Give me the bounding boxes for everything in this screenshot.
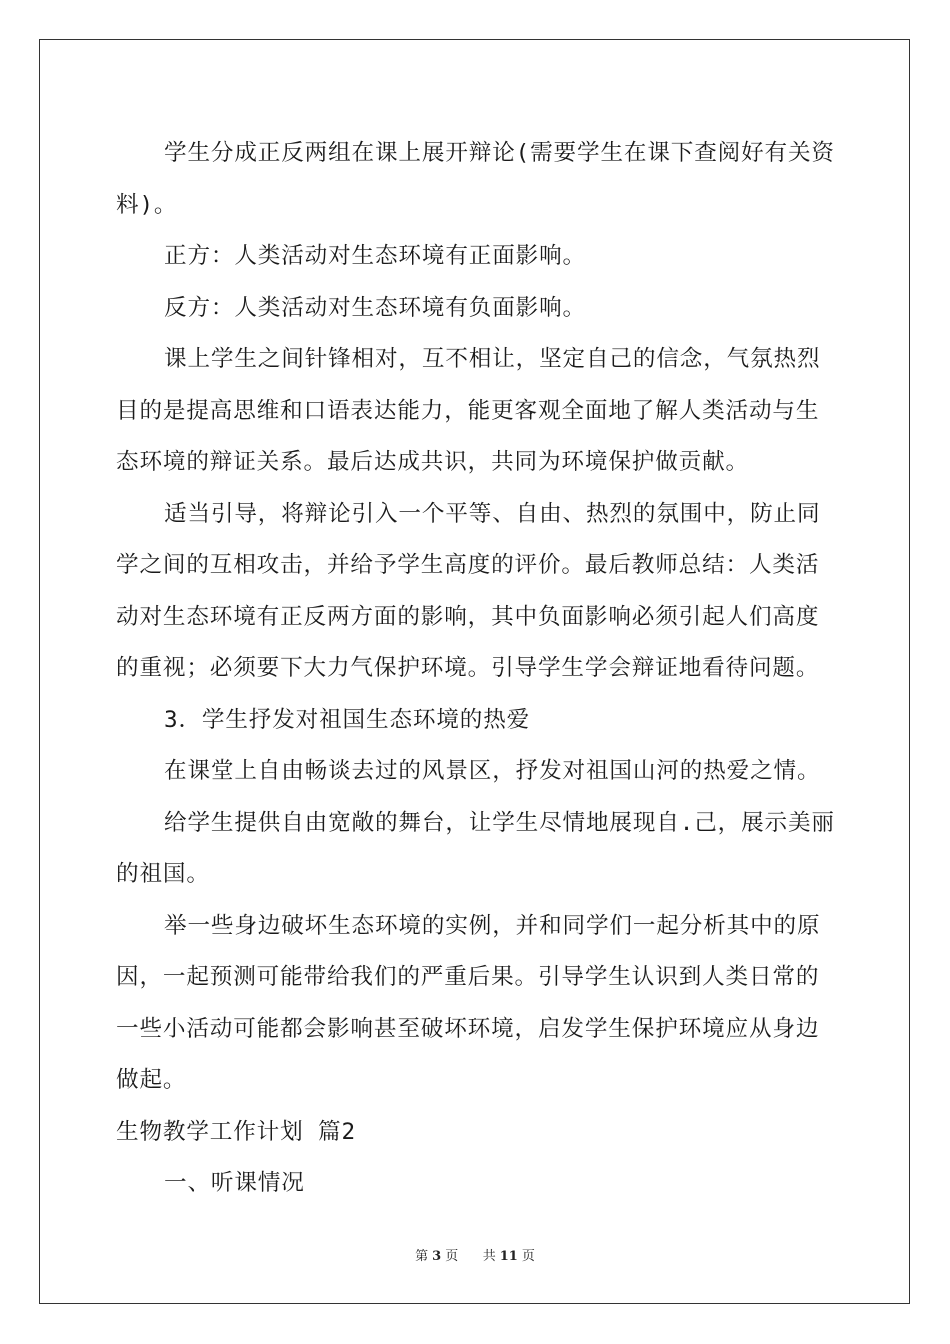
paragraph: 课上学生之间针锋相对，互不相让，坚定自己的信念，气氛热烈目的是提高思维和口语表达能力，能更客观全面地了解人类活动与生态环境的辩证关系。最后达成共识，共同为环境保护做贡献。 <box>116 346 821 475</box>
document-body <box>116 128 840 1210</box>
total-page-number: 11 <box>499 1249 518 1264</box>
section-title: 生物教学工作计划 篇2 <box>116 1118 356 1145</box>
page-suffix: 页 <box>445 1249 459 1264</box>
total-prefix: 共 <box>482 1249 496 1264</box>
paragraph: 学生分成正反两组在课上展开辩论(需要学生在课下查阅好有关资料)。 <box>116 140 835 218</box>
paragraph: 给学生提供自由宽敞的舞台，让学生尽情地展现自.己，展示美丽的祖国。 <box>116 809 835 887</box>
current-page-number: 3 <box>432 1249 442 1264</box>
numbered-heading: 3．学生抒发对祖国生态环境的热爱 <box>164 706 531 733</box>
subsection-title: 一、听课情况 <box>164 1170 305 1196</box>
paragraph: 举一些身边破坏生态环境的实例，并和同学们一起分析其中的原因，一起预测可能带给我们的严重后果。引导学生认识到人类日常的一些小活动可能都会影响甚至破坏环境，启发学生保护环境应从身边做起。 <box>116 912 821 1093</box>
total-pages-label <box>481 1249 537 1264</box>
total-suffix: 页 <box>521 1249 535 1264</box>
paragraph: 适当引导，将辩论引入一个平等、自由、热烈的氛围中，防止同学之间的互相攻击，并给予学生高度的评价。最后教师总结：人类活动对生态环境有正反两方面的影响，其中负面影响必须引起人们高度的重视；必须要下大力气保护环境。引导学生学会辩证地看待问题。 <box>116 500 821 681</box>
paragraph: 在课堂上自由畅谈去过的风景区，抒发对祖国山河的热爱之情。 <box>164 758 821 784</box>
page-prefix: 第 <box>415 1249 429 1264</box>
page-footer <box>0 1245 950 1264</box>
page-number-label <box>413 1249 460 1264</box>
paragraph: 正方：人类活动对生态环境有正面影响。 <box>164 243 586 269</box>
paragraph: 反方：人类活动对生态环境有负面影响。 <box>164 294 586 321</box>
